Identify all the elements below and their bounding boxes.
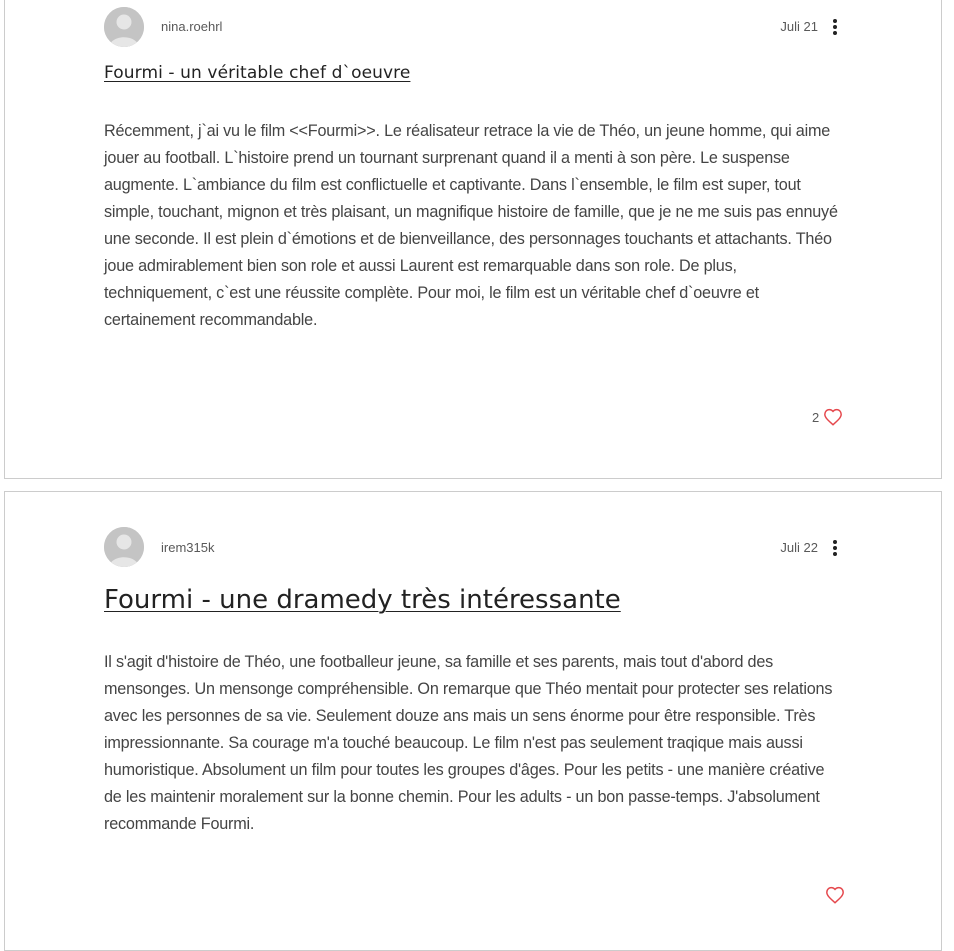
like-button[interactable] <box>825 886 845 904</box>
heart-outline-icon[interactable] <box>823 408 843 426</box>
post-body: Récemment, j`ai vu le film <<Fourmi>>. Le réalisateur retrace la vie de Théo, un jeune homme, qui aime jouer au football. L`histoire prend un tournant surprenant quand il a menti à son père. Le suspense augmente. L`ambiance du film est conflictuelle et captivante. Dans l`ensemble, le film est super, tout simple, touchant, mignon et très plaisant, un magnifique histoire de famille, que je ne me suis pas ennuyé une seconde. Il est plein d`émotions et de bienveillance, des personnages touchants et attachants. Théo joue admirablement bien son role et aussi Laurent est remarquable dans son role. De plus, techniquement, c`est une réussite complète. Pour moi, le film est un véritable chef d`oeuvre et certainement recommandable. <box>104 122 838 329</box>
more-vertical-icon[interactable] <box>827 16 843 38</box>
post-date: Juli 21 <box>780 19 818 34</box>
post-date: Juli 22 <box>780 540 818 555</box>
post-author[interactable]: irem315k <box>161 540 215 555</box>
post-title[interactable]: Fourmi - une dramedy très intéressante <box>104 585 621 615</box>
post-card <box>4 491 942 951</box>
like-button[interactable] <box>812 408 843 426</box>
post-title[interactable]: Fourmi - un véritable chef d`oeuvre <box>104 63 411 83</box>
post-card <box>4 0 942 479</box>
like-count: 2 <box>812 409 820 425</box>
default-avatar-icon[interactable] <box>104 7 144 47</box>
post-author[interactable]: nina.roehrl <box>161 19 223 34</box>
heart-outline-icon[interactable] <box>825 886 845 904</box>
more-vertical-icon[interactable] <box>827 537 843 559</box>
post-body: Il s'agit d'histoire de Théo, une footballeur jeune, sa famille et ses parents, mais tout d'abord des mensonges. Un mensonge compréhensible. On remarque que Théo mentait pour protecter ses relations avec les personnes de sa vie. Seulement douze ans mais un sens énorme pour être responsible. Très impressionnante. Sa courage m'a touché beaucoup. Le film n'est pas seulement traqique mais aussi humoristique. Absolument un film pour toutes les groupes d'âges. Pour les petits - une manière créative de les maintenir moralement sur la bonne chemin. Pour les adults - un bon passe-temps. J'absolument recommande Fourmi. <box>104 653 833 833</box>
default-avatar-icon[interactable] <box>104 527 144 567</box>
